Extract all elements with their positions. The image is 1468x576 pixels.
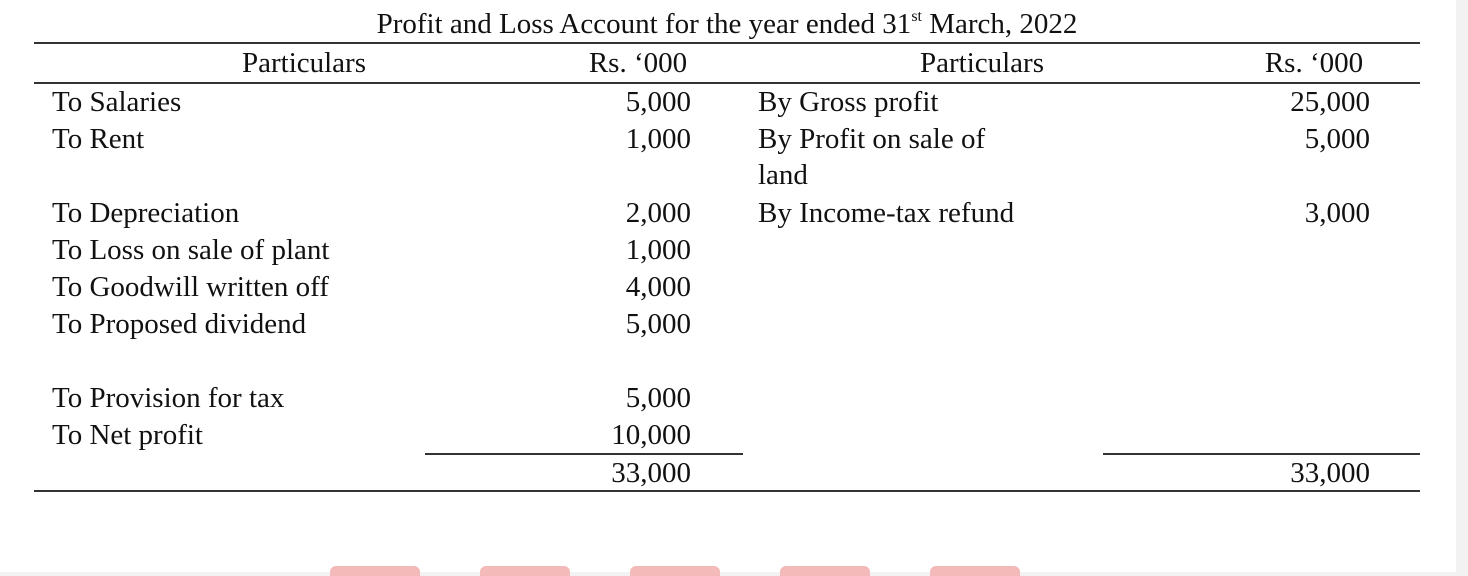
title-text-suffix: March, 2022 bbox=[921, 8, 1078, 40]
bottom-rule bbox=[34, 490, 1420, 492]
watermark-mark bbox=[630, 566, 720, 576]
watermark-strip bbox=[330, 566, 1070, 576]
debit-amount-provision-for-tax: 5,000 bbox=[625, 382, 691, 414]
debit-amount-goodwill-written-off: 4,000 bbox=[625, 271, 691, 303]
debit-amount-salaries: 5,000 bbox=[625, 86, 691, 118]
title-text: Profit and Loss Account for the year ended 31 bbox=[376, 8, 912, 40]
debit-label-proposed-dividend: To Proposed dividend bbox=[52, 308, 307, 340]
title-superscript: st bbox=[911, 8, 922, 25]
credit-label-profit-on-sale-of-land: By Profit on sale of land bbox=[758, 123, 986, 191]
top-rule bbox=[34, 42, 1420, 44]
debit-amount-depreciation: 2,000 bbox=[625, 197, 691, 229]
left-total: 33,000 bbox=[611, 457, 691, 489]
credit-amount-income-tax-refund: 3,000 bbox=[1304, 197, 1370, 229]
debit-amount-rent: 1,000 bbox=[625, 123, 691, 155]
right-total: 33,000 bbox=[1290, 457, 1370, 489]
debit-label-loss-on-sale-of-plant: To Loss on sale of plant bbox=[52, 234, 330, 266]
watermark-mark bbox=[480, 566, 570, 576]
debit-label-net-profit: To Net profit bbox=[52, 419, 203, 451]
watermark-mark bbox=[780, 566, 870, 576]
debit-label-goodwill-written-off: To Goodwill written off bbox=[52, 271, 329, 303]
debit-label-rent: To Rent bbox=[52, 123, 145, 155]
credit-label-gross-profit: By Gross profit bbox=[758, 86, 939, 118]
header-right-particulars: Particulars bbox=[919, 47, 1044, 79]
debit-label-depreciation: To Depreciation bbox=[52, 197, 240, 229]
header-left-particulars: Particulars bbox=[241, 47, 366, 79]
header-right-amount: Rs. ‘000 bbox=[1264, 47, 1364, 79]
debit-amount-net-profit: 10,000 bbox=[611, 419, 691, 451]
page-title bbox=[34, 6, 1420, 42]
header-left-amount: Rs. ‘000 bbox=[588, 47, 688, 79]
debit-label-salaries: To Salaries bbox=[52, 86, 182, 118]
debit-amount-loss-on-sale-of-plant: 1,000 bbox=[625, 234, 691, 266]
credit-label-income-tax-refund: By Income-tax refund bbox=[758, 197, 1015, 229]
debit-amount-proposed-dividend: 5,000 bbox=[625, 308, 691, 340]
credit-amount-profit-on-sale-of-land: 5,000 bbox=[1304, 123, 1370, 155]
credit-amount-gross-profit: 25,000 bbox=[1290, 86, 1370, 118]
debit-label-provision-for-tax: To Provision for tax bbox=[52, 382, 285, 414]
watermark-mark bbox=[930, 566, 1020, 576]
watermark-mark bbox=[330, 566, 420, 576]
